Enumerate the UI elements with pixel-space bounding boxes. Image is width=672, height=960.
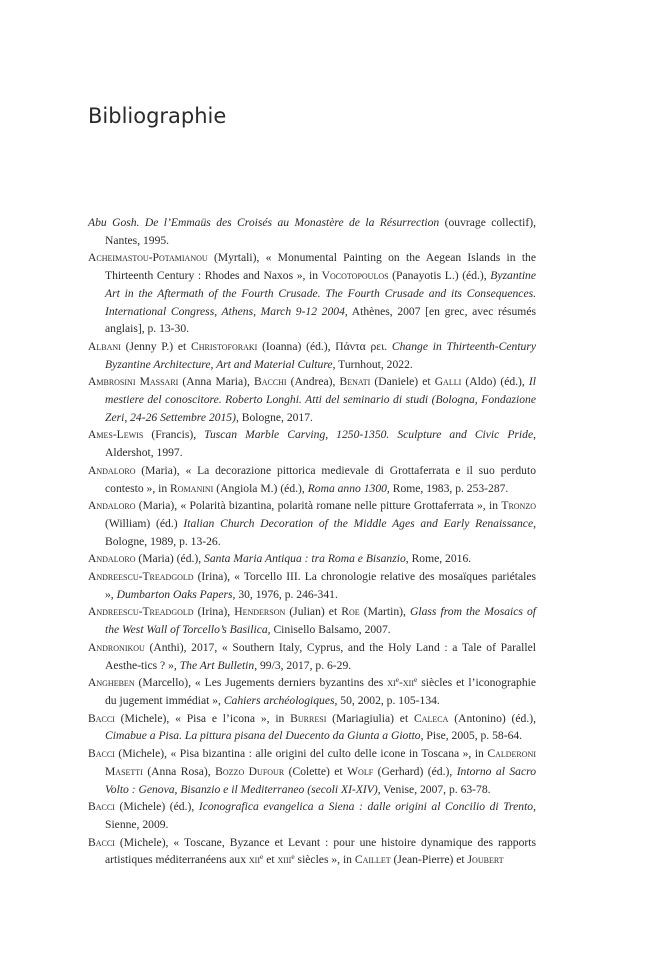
entry-text: , Cinisello Balsamo, 2007. — [267, 623, 391, 637]
entry-text: siècles », in — [294, 853, 355, 867]
entry-text: (Myrtali), « Monumental Painting on the Aegean Islands in the Thirteenth Century : Rhodes and Naxos », in — [105, 251, 536, 283]
work-title: Cimabue a Pisa. La pittura pisana del Duecento da Giunta a Giotto — [105, 729, 421, 743]
author-name: Acheimastou-Potamianou — [88, 251, 208, 265]
entry-text: , 50, 2002, p. 105-134. — [334, 693, 440, 707]
work-title: Il mestiere del conoscitore. Roberto Longhi. Atti del seminario di studi (Bologna, Fondazione Zeri, 24-26 Settembre 2015) — [105, 375, 536, 424]
author-name: Ambrosini Massari — [88, 375, 179, 389]
entry-text: (Michele), « Toscane, Byzance et Levant : pour une histoire dynamique des rapports artistiques méditerranéens aux — [105, 835, 536, 867]
author-name: Bacci — [88, 711, 115, 725]
author-name: Angheben — [88, 676, 135, 690]
entry-text: , Rome, 1983, p. 253-287. — [386, 481, 509, 495]
entry-text: , 30, 1976, p. 246-341. — [232, 587, 338, 601]
bibliography-list — [88, 214, 536, 869]
entry-text: (Angiola M.) (éd.), — [213, 481, 308, 495]
author-name: Caleca — [413, 711, 449, 725]
entry-text: (Marcello), « Les Jugements derniers byzantins des — [134, 676, 388, 690]
work-title: Iconografica evangelica a Siena : dalle origini al Concilio di Trento — [198, 800, 534, 814]
author-name: xii — [248, 853, 261, 867]
page-title: Bibliographie — [88, 104, 227, 128]
entry-text: , Sienne, 2009. — [105, 800, 536, 831]
author-name: Andronikou — [88, 640, 145, 654]
entry-text: (Aldo) (éd.), — [461, 375, 529, 389]
entry-text: siècles et l’iconographie du jugement immédiat », — [105, 676, 536, 707]
author-name: Ames-Lewis — [88, 428, 144, 442]
author-name: Bozzo Dufour — [215, 764, 285, 778]
bibliography-entry — [88, 745, 536, 798]
author-name: Henderson — [234, 605, 286, 619]
bibliography-entry — [88, 550, 536, 568]
author-name: Andaloro — [88, 499, 136, 513]
entry-text: (Jean-Pierre) et — [390, 853, 468, 867]
entry-text: (Maria) (éd.), — [135, 552, 205, 566]
author-name: Tronzo — [501, 499, 536, 513]
author-name: Christoforaki — [191, 339, 258, 353]
bibliography-entry — [88, 834, 536, 869]
entry-text: , Turnhout, 2022. — [332, 357, 413, 371]
author-name: Romanini — [170, 481, 214, 495]
entry-text: , Athènes, 2007 [en grec, avec résumés anglais], p. 13-30. — [105, 304, 536, 336]
work-title: Abu Gosh. De l’Emmaüs des Croisés au Monastère de la Résurrection — [88, 216, 440, 229]
author-name: Andreescu-Treadgold — [88, 570, 194, 584]
entry-text: (Panayotis L.) (éd.), — [388, 269, 491, 283]
author-name: Burresi — [290, 711, 327, 725]
work-title: The Art Bulletin — [179, 658, 255, 672]
author-name: Joubert — [467, 853, 504, 867]
entry-text: et — [263, 853, 278, 867]
entry-text: (Michele), « Pisa e l’icona », in — [114, 711, 291, 725]
bibliography-entry — [88, 249, 536, 338]
bibliography-entry — [88, 373, 536, 426]
author-name: Galli — [434, 375, 462, 389]
author-name: Wolf — [347, 764, 374, 778]
bibliography-entry — [88, 798, 536, 833]
author-name: Calderoni Masetti — [105, 747, 536, 778]
entry-text: (ouvrage collectif), Nantes, 1995. — [105, 216, 536, 247]
author-name: Bacci — [88, 800, 115, 814]
entry-text: (Jenny P.) et — [120, 339, 192, 353]
entry-text: , Rome, 2016. — [405, 552, 472, 566]
entry-text: (Mariagiulia) et — [326, 711, 414, 725]
entry-text: (Colette) et — [284, 764, 348, 778]
entry-text: (Antonino) (éd.), — [448, 711, 537, 725]
entry-text: (Julian) et — [285, 605, 342, 619]
bibliography-entry — [88, 568, 536, 603]
entry-text: , Bologne, 2017. — [235, 410, 313, 424]
bibliography-entry — [88, 603, 536, 638]
entry-text: , Venise, 2007, p. 63-78. — [377, 782, 491, 796]
author-name: Andreescu-Treadgold — [88, 605, 194, 619]
entry-text: e — [291, 852, 295, 862]
entry-text: (Michele) (éd.), — [114, 800, 199, 814]
entry-text: (Anna Maria), — [178, 375, 254, 389]
author-name: Albani — [88, 339, 121, 353]
bibliography-entry — [88, 426, 536, 461]
entry-text: e — [260, 852, 264, 862]
work-title: Glass from the Mosaics of the West Wall of Torcello’s Basilica — [105, 605, 536, 637]
work-title: Italian Church Decoration of the Middle Ages and Early Renaissance — [183, 516, 534, 530]
entry-text: , Pise, 2005, p. 58-64. — [420, 729, 523, 743]
author-name: Caillet — [354, 853, 391, 867]
entry-text: (Andrea), — [286, 375, 340, 389]
entry-text: (Maria), « Polarità bizantina, polarità romane nelle pitture Grottaferrata », in — [135, 499, 502, 513]
work-title: Santa Maria Antiqua : tra Roma e Bisanzio — [204, 552, 406, 566]
entry-text: (Anna Rosa), — [142, 764, 216, 778]
author-name: Vocotopoulos — [321, 269, 389, 283]
entry-text: e — [413, 675, 418, 685]
entry-text: (William) (éd.) — [105, 516, 184, 530]
bibliography-entry — [88, 674, 536, 709]
entry-text: (Martin), — [359, 605, 410, 619]
entry-text: (Gerhard) (éd.), — [373, 764, 457, 778]
bibliography-entry — [88, 497, 536, 550]
author-name: Bacci — [88, 747, 115, 761]
entry-text: (Maria), « La decorazione pittorica medievale di Grottaferrata e il suo perduto contesto », in — [105, 463, 536, 495]
author-name: Bacchi — [253, 375, 287, 389]
author-name: Benati — [339, 375, 371, 389]
author-name: xi — [387, 676, 396, 690]
work-title: Byzantine Art in the Aftermath of the Fourth Crusade. The Fourth Crusade and its Consequences. International Congress, Athens, March 9-12 2004 — [105, 269, 536, 318]
bibliography-entry — [88, 338, 536, 373]
author-name: xiii — [277, 853, 292, 867]
entry-text: , Aldershot, 1997. — [105, 428, 536, 460]
bibliography-entry — [88, 462, 536, 497]
entry-text: (Michele), « Pisa bizantina : alle origini del culto delle icone in Toscana », in — [114, 747, 488, 761]
work-title: Tuscan Marble Carving, 1250-1350. Sculpture and Civic Pride — [204, 428, 534, 442]
entry-text: (Irina), « Torcello III. La chronologie relative des mosaïques pariétales », — [105, 570, 536, 601]
author-name: Andaloro — [88, 463, 136, 477]
author-name: Roe — [341, 605, 360, 619]
work-title: Change in Thirteenth-Century Byzantine Architecture, Art and Material Culture — [105, 339, 537, 371]
bibliography-entry — [88, 214, 536, 249]
work-title: Cahiers archéologiques — [223, 693, 335, 707]
entry-text: (Anthi), 2017, « Southern Italy, Cyprus, and the Holy Land : a Tale of Parallel Aesthe-tics ? », — [105, 640, 536, 672]
work-title: Dumbarton Oaks Papers — [116, 587, 233, 601]
bibliography-entry — [88, 639, 536, 674]
entry-text: (Francis), — [143, 428, 205, 442]
author-name: Andaloro — [88, 552, 136, 566]
entry-text: , Bologne, 1989, p. 13-26. — [105, 516, 536, 548]
entry-text: , 99/3, 2017, p. 6-29. — [254, 658, 352, 672]
work-title: Intorno al Sacro Volto : Genova, Bisanzio e il Mediterraneo (secoli XI-XIV) — [105, 764, 537, 796]
work-title: Roma anno 1300 — [307, 481, 387, 495]
entry-text: e — [395, 675, 399, 685]
entry-text: (Irina), — [193, 605, 235, 619]
entry-text: - — [399, 676, 403, 690]
author-name: xii — [402, 676, 414, 690]
entry-text: (Daniele) et — [370, 375, 435, 389]
bibliography-entry — [88, 710, 536, 745]
author-name: Bacci — [88, 835, 115, 849]
entry-text: (Ioanna) (éd.), Πάντα ρει. — [257, 339, 392, 353]
